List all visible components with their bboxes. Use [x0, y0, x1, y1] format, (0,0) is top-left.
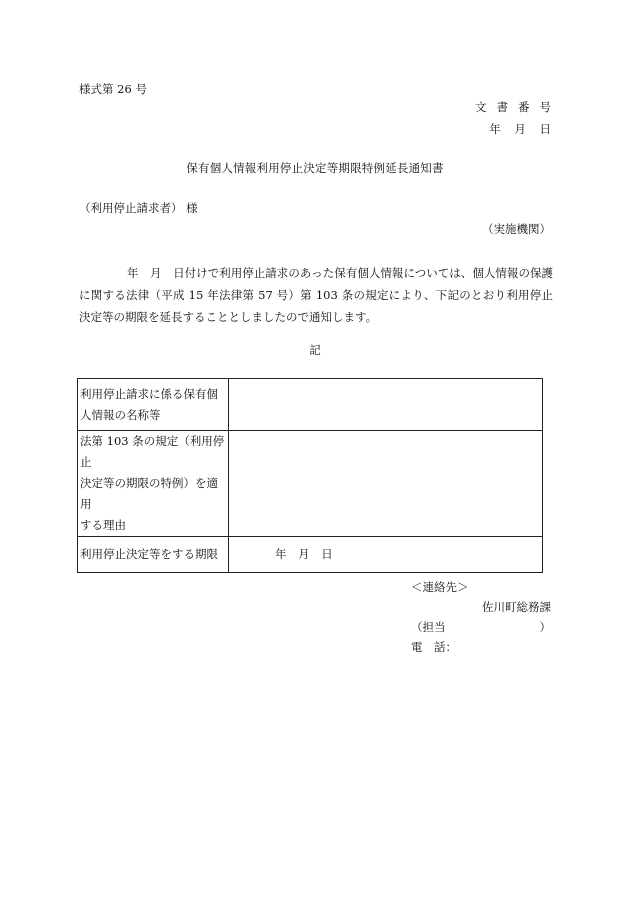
label-line: 人情報の名称等 [80, 407, 161, 422]
label-line: 利用停止決定等をする期限 [80, 547, 218, 561]
contact-heading: ＜連絡先＞ [411, 580, 469, 594]
contact-person-close: ） [539, 620, 551, 634]
table-row-deadline [78, 537, 543, 573]
label-information-name [78, 379, 229, 431]
table-row-reason [78, 431, 543, 537]
contact-person [411, 622, 551, 634]
label-reason [78, 431, 229, 537]
contact-person-open: （担当 [411, 620, 446, 634]
contact-phone: 電 話： [411, 640, 457, 654]
document-title: 保有個人情報利用停止決定等期限特例延長通知書 [186, 161, 444, 175]
label-line: 利用停止請求に係る保有個 [80, 386, 218, 401]
details-table [77, 378, 543, 573]
addressee: （利用停止請求者） 様 [79, 201, 198, 215]
document-number-label: 文書番号 [475, 100, 561, 114]
notice-line-2: 護に関する法律（平成 15 年法律第 57 号）第 103 条の規定により、下記のとおり利用停止決 [79, 266, 553, 324]
form-number: 様式第 26 号 [79, 82, 147, 96]
notice-body-text [79, 262, 553, 328]
label-deadline [78, 537, 229, 573]
value-deadline: 年 月 日 [229, 537, 543, 573]
document-date-label: 年 月 日 [489, 122, 551, 136]
value-information-name [229, 379, 543, 431]
implementing-agency: （実施機関） [482, 222, 551, 236]
label-line: 決定等の期限の特例）を適用 [80, 476, 218, 511]
table-row-information-name [78, 379, 543, 431]
notice-body [79, 262, 553, 328]
ki-heading: 記 [309, 343, 321, 357]
contact-department: 佐川町総務課 [482, 600, 551, 614]
label-line: 法第 103 条の規定（利用停止 [80, 434, 225, 469]
notice-line-1: 年 月 日付けで利用停止請求のあった保有個人情報については、個人情報の保 [127, 266, 542, 280]
value-reason [229, 431, 543, 537]
notice-line-3: 定等の期限を延長することとしましたので通知します。 [90, 310, 378, 324]
label-line: する理由 [80, 518, 126, 532]
